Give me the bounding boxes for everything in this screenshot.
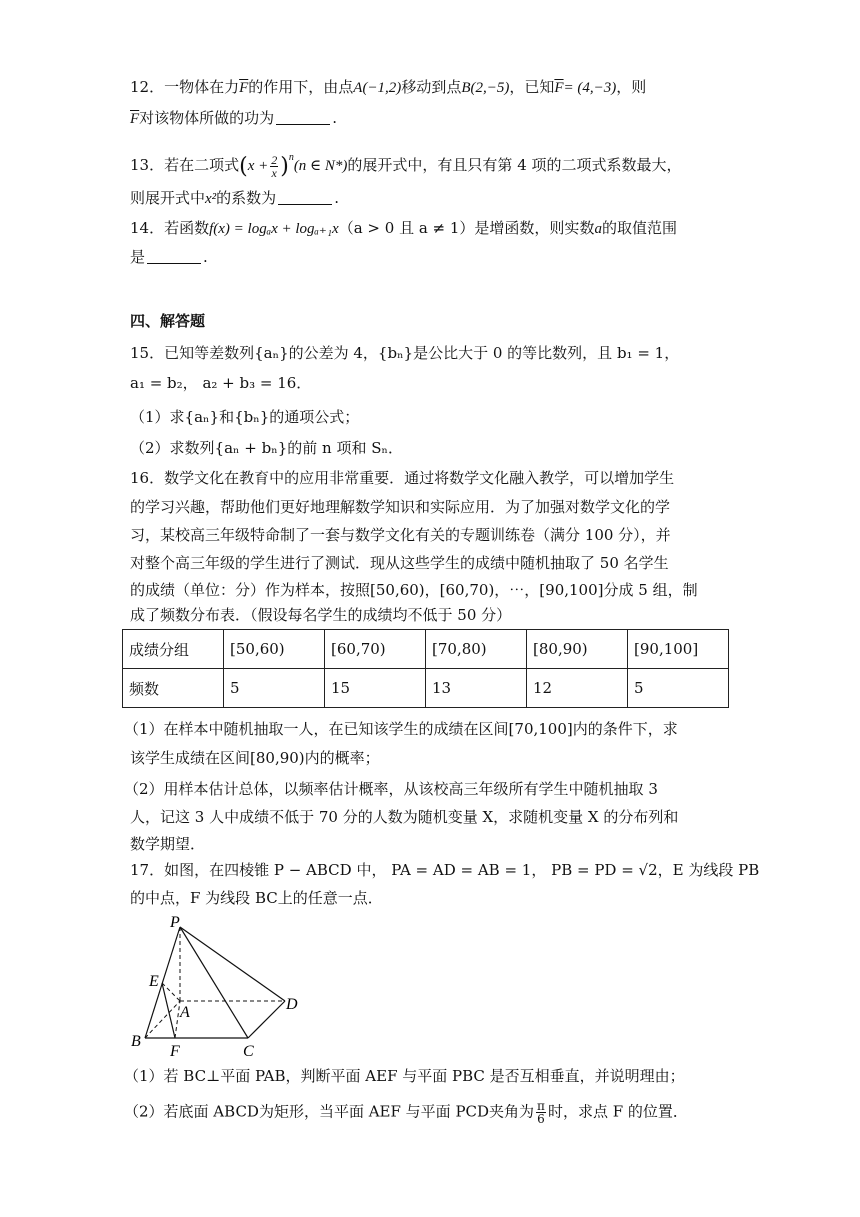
q16-line: 成了频数分布表．（假设每名学生的成绩均不低于 50 分） [130, 606, 512, 624]
edge-PC [180, 927, 248, 1038]
table-cell: 5 [628, 669, 729, 708]
q17-part1: （1）若 BC⊥平面 PAB，判断平面 AEF 与平面 PBC 是否互相垂直，并说明理由； [124, 1067, 685, 1085]
edge-CD [248, 1001, 285, 1038]
edge-EF [162, 983, 175, 1038]
q16-part2-line1: （2）用样本估计总体，以频率估计概率，从该校高三年级所有学生中随机抽取 3 [124, 780, 658, 798]
table-row [123, 669, 729, 708]
q14-line2: 是 . [130, 248, 208, 266]
q12-line1: 12．一物体在力$\overline{F}$的作用下，由点A(−1,2)移动到点B(2,−5)，已知$\overline{F}= (4,-3)$，则 [130, 78, 647, 96]
table-row [123, 630, 729, 669]
answer-blank[interactable] [278, 190, 332, 205]
table-cell: [60,70) [325, 630, 426, 669]
binomial-fraction: $\frac{2}{x}$ [271, 152, 278, 180]
label-B: B [131, 1033, 141, 1050]
q16-line: 对整个高三年级的学生进行了测试．现从这些学生的成绩中随机抽取了 50 名学生 [130, 554, 669, 572]
pyramid-figure [125, 910, 315, 1060]
label-A: A [180, 1004, 190, 1021]
q16-line: 的学习兴趣，帮助他们更好地理解数学知识和实际应用．为了加强对数学文化的学 [130, 498, 671, 516]
q16-part2-line3: 数学期望． [130, 835, 206, 853]
table-cell: 15 [325, 669, 426, 708]
table-cell: 成绩分组 [123, 630, 224, 669]
q16-part1-line2: 该学生成绩在区间[80,90)内的概率； [130, 749, 380, 767]
q12-line2: $\overline{F}$对该物体所做的功为 . [130, 109, 337, 127]
answer-blank[interactable] [276, 110, 330, 125]
label-C: C [243, 1043, 254, 1060]
q15-part1: （1）求{aₙ}和{bₙ}的通项公式； [130, 408, 360, 426]
table-cell: [80,90) [527, 630, 628, 669]
frequency-table [122, 629, 729, 708]
table-cell: 频数 [123, 669, 224, 708]
q16-part1-line1: （1）在样本中随机抽取一人，在已知该学生的成绩在区间[70,100]内的条件下，求 [124, 720, 678, 738]
force-symbol: $\overline{F}$ [239, 80, 249, 96]
q15-part2: （2）求数列{aₙ + bₙ}的前 n 项和 Sₙ． [130, 439, 403, 457]
q17-line2: 的中点，F 为线段 BC上的任意一点． [130, 889, 383, 907]
q16-line: 16．数学文化在教育中的应用非常重要．通过将数学文化融入教学，可以增加学生 [130, 469, 675, 487]
q16-line: 的成绩（单位：分）作为样本，按照[50,60)，[60,70)，⋯，[90,100]分成 5 组，制 [130, 581, 698, 599]
q16-part2-line2: 人，记这 3 人中成绩不低于 70 分的人数为随机变量 X，求随机变量 X 的分布列和 [130, 808, 679, 826]
table-cell: 13 [426, 669, 527, 708]
label-D: D [286, 996, 298, 1013]
q17-line1: 17．如图，在四棱锥 P − ABCD 中， PA = AD = AB = 1， PB = PD = √2，E 为线段 PB [130, 861, 760, 879]
answer-blank[interactable] [147, 249, 201, 264]
label-F: F [170, 1043, 180, 1060]
q13-line1: 13．若在二项式(x + $\frac{2}{x}$ )$^n$(n ∈ N*)的展开式中，有且只有第 4 项的二项式系数最大， [130, 152, 682, 180]
edge-PD [180, 927, 285, 1001]
q14-line1: 14．若函数f(x) = logₐx + logₐ₊₁x（a > 0 且 a ≠ 1）是增函数，则实数a的取值范围 [130, 219, 677, 237]
q17-part2: （2）若底面 ABCD为矩形，当平面 AEF 与平面 PCD夹角为 $\frac{\pi}{6}$ 时，求点 F 的位置． [124, 1099, 688, 1126]
q15-line1: 15．已知等差数列{aₙ}的公差为 4，{bₙ}是公比大于 0 的等比数列，且 b₁ = 1， [130, 344, 680, 362]
label-P: P [170, 914, 180, 931]
section-title: 四、解答题 [130, 312, 206, 330]
q16-line: 习，某校高三年级特命制了一套与数学文化有关的专题训练卷（满分 100 分），并 [130, 526, 671, 544]
label-E: E [149, 973, 159, 990]
table-cell: [70,80) [426, 630, 527, 669]
q15-line2: a₁ = b₂， a₂ + b₃ = 16． [130, 374, 312, 392]
pi-over-six-fraction: $\frac{\pi}{6}$ [537, 1099, 545, 1126]
q13-line2: 则展开式中x²的系数为 . [130, 189, 339, 207]
table-cell: 5 [224, 669, 325, 708]
table-cell: [50,60) [224, 630, 325, 669]
table-cell: [90,100] [628, 630, 729, 669]
table-cell: 12 [527, 669, 628, 708]
